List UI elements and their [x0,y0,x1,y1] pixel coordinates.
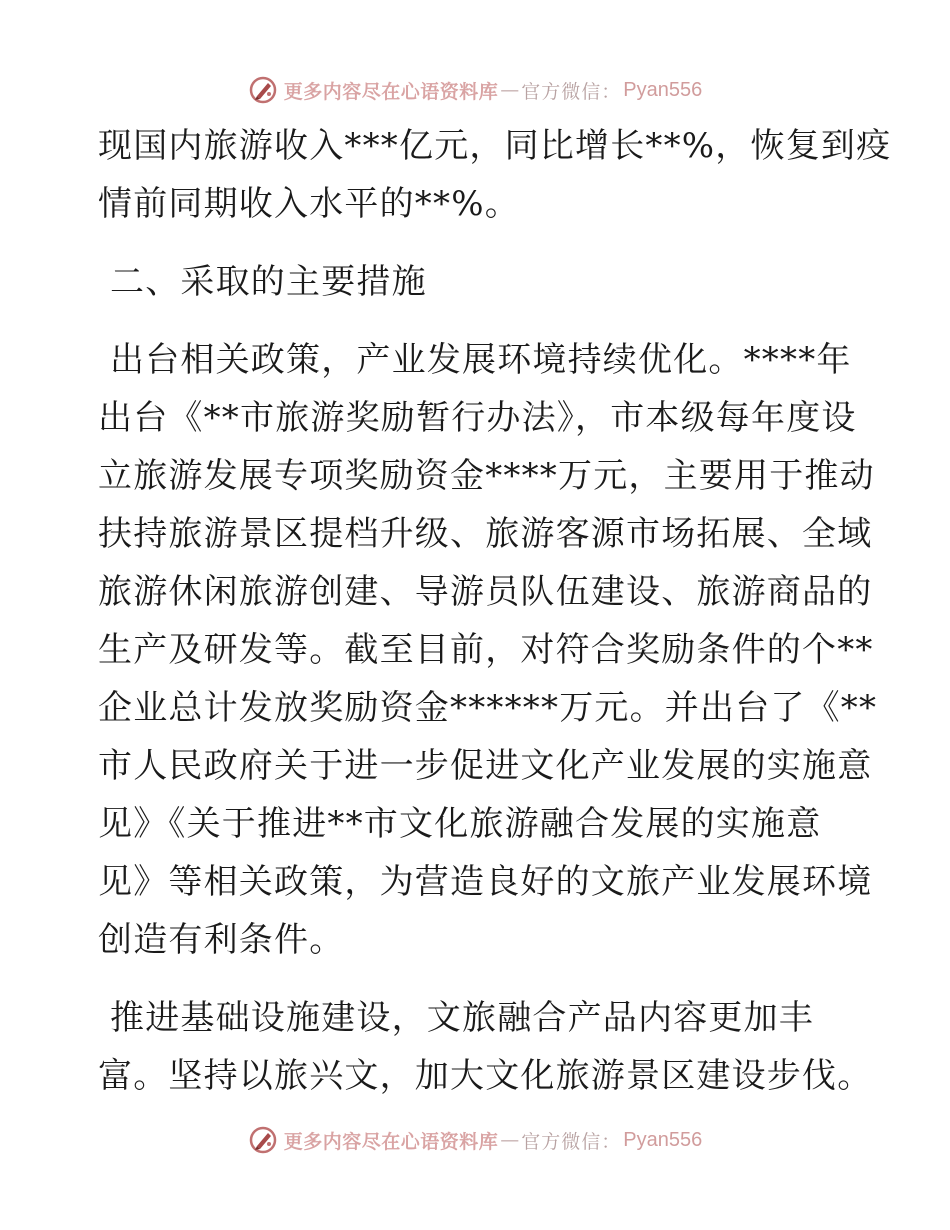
watermark-dash: — [500,79,520,101]
watermark-text: 更多内容尽在心语资料库 [283,1130,499,1153]
watermark-text: 更多内容尽在心语资料库 [283,80,499,103]
text-line: 生产及研发等。截至目前，对符合奖励条件的个** [98,630,874,670]
ink-pen-logo-icon [248,1125,278,1155]
ink-pen-logo-icon [248,75,278,105]
watermark-official-label: 官方微信： [521,80,622,103]
text-line: 见》《关于推进**市文化旅游融合发展的实施意 [98,804,822,844]
watermark-wechat-id: Pyan556 [623,78,703,101]
text-line: 市人民政府关于进一步促进文化产业发展的实施意 [98,746,873,786]
paragraph-revenue-summary [98,117,892,233]
text-line: 扶持旅游景区提档升级、旅游客源市场拓展、全域 [98,514,873,554]
footer-watermark [0,1120,950,1160]
text-line: 出台相关政策，产业发展环境持续优化。****年 [110,340,852,380]
watermark-official-label: 官方微信： [521,1130,622,1153]
document-body [98,117,892,1105]
paragraph-infrastructure [98,989,873,1105]
heading-line: 二、采取的主要措施 [110,262,427,302]
text-line: 创造有利条件。 [98,920,345,960]
text-line: 推进基础设施建设，文旅融合产品内容更加丰 [110,998,814,1038]
watermark-dash: — [500,1129,520,1151]
text-line: 现国内旅游收入***亿元，同比增长**%，恢复到疫 [98,126,892,166]
text-line: 富。坚持以旅兴文，加大文化旅游景区建设步伐。 [98,1056,873,1096]
section-heading [98,253,858,311]
paragraph-policies [98,331,878,969]
text-line: 企业总计发放奖励资金******万元。并出台了《** [98,688,878,728]
text-line: 情前同期收入水平的**%。 [98,184,520,224]
text-line: 见》等相关政策，为营造良好的文旅产业发展环境 [98,862,873,902]
text-line: 立旅游发展专项奖励资金****万元，主要用于推动 [98,456,875,496]
text-line: 出台《**市旅游奖励暂行办法》，市本级每年度设 [98,398,857,438]
watermark-wechat-id: Pyan556 [623,1128,703,1151]
text-line: 旅游休闲旅游创建、导游员队伍建设、旅游商品的 [98,572,873,612]
header-watermark [0,70,950,110]
